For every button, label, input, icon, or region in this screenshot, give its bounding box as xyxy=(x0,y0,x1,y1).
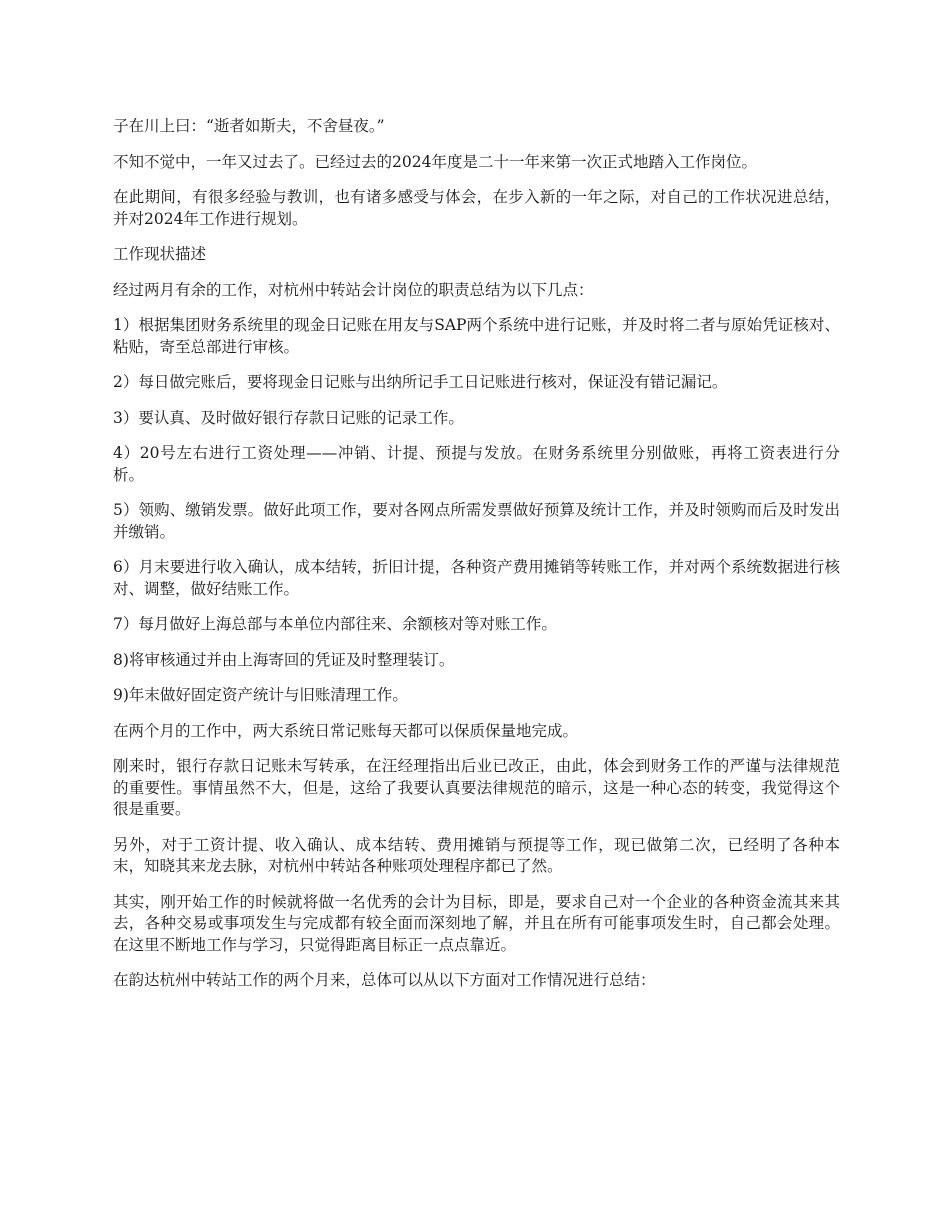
paragraph-duties-intro: 经过两月有余的工作，对杭州中转站会计岗位的职责总结为以下几点： xyxy=(113,280,594,299)
paragraph-intro: 不知不觉中，一年又过去了。已经过去的2024年度是二十一年来第一次正式地踏入工作岗位。 xyxy=(113,152,757,171)
document-body xyxy=(113,116,840,1006)
duty-item-2: 2）每日做完账后，要将现金日记账与出纳所记手工日记账进行核对，保证没有错记漏记。 xyxy=(113,373,728,391)
paragraph-progress: 另外，对于工资计提、收入确认、成本结转、费用摊销与预提等工作，现已做第二次，已经明了各种本末，知晓其来龙去脉，对杭州中转站各种账项处理程序都已了然。 xyxy=(113,835,840,875)
duty-item-7: 7）每月做好上海总部与本单位内部往来、余额核对等对账工作。 xyxy=(113,615,557,633)
duty-item-1: 1）根据集团财务系统里的现金日记账在用友与SAP两个系统中进行记账，并及时将二者与原始凭证核对、粘贴，寄至总部进行审核。 xyxy=(113,316,840,356)
duty-item-3: 3）要认真、及时做好银行存款日记账的记录工作。 xyxy=(113,408,464,427)
paragraph-summary-intro: 在韵达杭州中转站工作的两个月来，总体可以从以下方面对工作情况进行总结： xyxy=(113,971,656,989)
paragraph-reflection: 在此期间，有很多经验与教训，也有诸多感受与体会，在步入新的一年之际，对自己的工作状况进总结，并对2024年工作进行规划。 xyxy=(113,188,840,228)
paragraph-quote: 子在川上曰：“逝者如斯夫，不舍昼夜。” xyxy=(113,117,385,135)
duty-item-4: 4）20号左右进行工资处理——冲销、计提、预提与发放。在财务系统里分别做账，再将工资表进行分析。 xyxy=(113,444,840,484)
paragraph-lesson: 刚来时，银行存款日记账未写转承，在汪经理指出后业已改正，由此，体会到财务工作的严谨与法律规范的重要性。事情虽然不大，但是，这给了我要认真要法律规范的暗示，这是一种心态的转变，我觉得这个很是重要。 xyxy=(113,757,840,818)
duty-item-5: 5）领购、缴销发票。做好此项工作，要对各网点所需发票做好预算及统计工作，并及时领购而后及时发出并缴销。 xyxy=(113,501,840,541)
duty-item-6: 6）月末要进行收入确认，成本结转，折旧计提，各种资产费用摊销等转账工作，并对两个系统数据进行核对、调整，做好结账工作。 xyxy=(113,558,840,598)
section-heading: 工作现状描述 xyxy=(113,245,207,263)
duty-item-8: 8)将审核通过并由上海寄回的凭证及时整理装订。 xyxy=(113,650,455,669)
duty-item-9: 9)年末做好固定资产统计与旧账清理工作。 xyxy=(113,686,408,704)
paragraph-daily-work: 在两个月的工作中，两大系统日常记账每天都可以保质保量地完成。 xyxy=(113,721,579,740)
paragraph-goal: 其实，刚开始工作的时候就将做一名优秀的会计为目标，即是，要求自己对一个企业的各种资金流其来其去，各种交易或事项发生与完成都有较全面而深刻地了解，并且在所有可能事项发生时，自己都会处理。在这里不断地工作与学习，只觉得距离目标正一点点靠近。 xyxy=(113,892,840,954)
